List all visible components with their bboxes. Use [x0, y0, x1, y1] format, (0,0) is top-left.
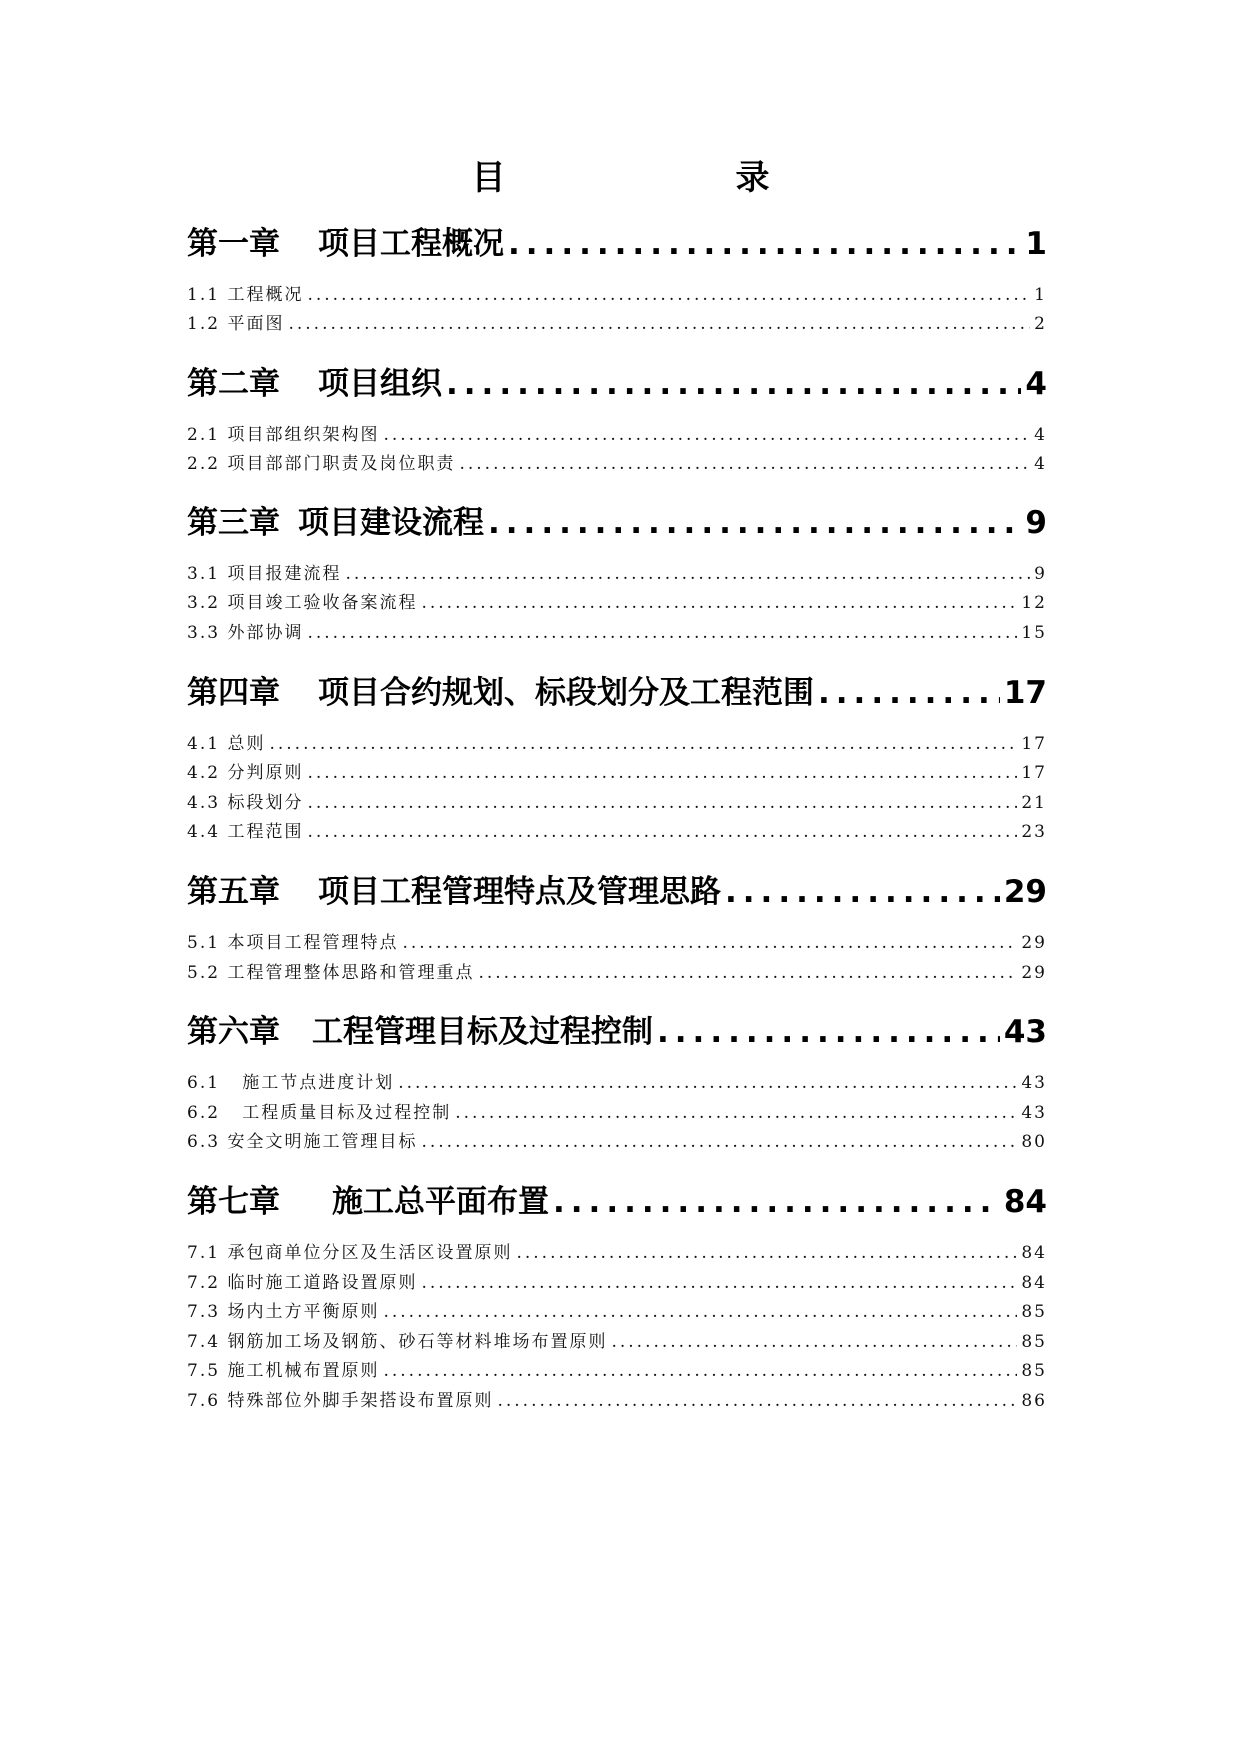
leader-dots: [553, 1184, 1000, 1220]
section-title: 7.2 临时施工道路设置原则: [187, 1273, 418, 1293]
section-title: 2.1 项目部组织架构图: [187, 425, 380, 445]
chapter-number: 第一章: [187, 226, 280, 262]
section-7-1-entry[interactable]: [187, 1238, 1047, 1262]
page-number: 86: [1021, 1391, 1047, 1411]
section-title: 7.4 钢筋加工场及钢筋、砂石等材料堆场布置原则: [187, 1332, 608, 1352]
section-6-3-entry[interactable]: [187, 1127, 1047, 1151]
page-number: 23: [1021, 822, 1047, 842]
leader-dots: [455, 1103, 1017, 1123]
section-7-2-entry[interactable]: [187, 1268, 1047, 1292]
chapter-title: 项目建设流程: [298, 505, 484, 541]
leader-dots: [383, 425, 1030, 445]
page-number: 9: [1034, 564, 1047, 584]
page-number: 43: [1021, 1073, 1047, 1093]
chapter-1-entry[interactable]: [187, 218, 1047, 262]
section-7-5-entry[interactable]: [187, 1356, 1047, 1380]
section-4-3-entry[interactable]: [187, 788, 1047, 812]
chapter-title: 施工总平面布置: [332, 1184, 549, 1220]
chapter-number: 第五章: [187, 874, 280, 910]
section-title: 6.1 施工节点进度计划: [187, 1073, 395, 1093]
leader-dots: [421, 593, 1017, 613]
chapter-number: 第三章: [187, 505, 280, 541]
page-number: 17: [1021, 734, 1047, 754]
section-6-2-entry[interactable]: [187, 1098, 1047, 1122]
leader-dots: [516, 1243, 1017, 1263]
leader-dots: [402, 933, 1017, 953]
section-1-2-entry[interactable]: [187, 309, 1047, 333]
leader-dots: [398, 1073, 1017, 1093]
chapter-number: 第二章: [187, 366, 280, 402]
leader-dots: [269, 734, 1017, 754]
section-2-2-entry[interactable]: [187, 449, 1047, 473]
page-number: 84: [1003, 1184, 1047, 1220]
page-number: 1: [1034, 285, 1047, 305]
leader-dots: [421, 1132, 1017, 1152]
leader-dots: [307, 623, 1017, 643]
page-number: 29: [1021, 933, 1047, 953]
chapter-title: 工程管理目标及过程控制: [312, 1014, 653, 1050]
section-title: 4.3 标段划分: [187, 793, 304, 813]
section-title: 5.2 工程管理整体思路和管理重点: [187, 963, 475, 983]
page-number: 85: [1021, 1361, 1047, 1381]
page-number: 9: [1025, 505, 1047, 541]
page-number: 80: [1021, 1132, 1047, 1152]
section-3-3-entry[interactable]: [187, 618, 1047, 642]
chapter-title: 项目工程概况: [318, 226, 504, 262]
section-3-2-entry[interactable]: [187, 588, 1047, 612]
chapter-4-entry[interactable]: [187, 667, 1047, 711]
section-6-1-entry[interactable]: [187, 1068, 1047, 1092]
chapter-2-entry[interactable]: [187, 358, 1047, 402]
leader-dots: [307, 793, 1017, 813]
section-title: 6.3 安全文明施工管理目标: [187, 1132, 418, 1152]
chapter-number: 第四章: [187, 675, 280, 711]
section-1-1-entry[interactable]: [187, 280, 1047, 304]
page-number: 43: [1021, 1103, 1047, 1123]
section-title: 7.6 特殊部位外脚手架搭设布置原则: [187, 1391, 494, 1411]
chapter-5-entry[interactable]: [187, 866, 1047, 910]
section-title: 2.2 项目部部门职责及岗位职责: [187, 454, 456, 474]
page-number: 17: [1021, 763, 1047, 783]
section-4-1-entry[interactable]: [187, 729, 1047, 753]
leader-dots: [611, 1332, 1017, 1352]
chapter-number: 第六章: [187, 1014, 280, 1050]
section-5-2-entry[interactable]: [187, 958, 1047, 982]
leader-dots: [497, 1391, 1017, 1411]
page-number: 21: [1021, 793, 1047, 813]
section-title: 6.2 工程质量目标及过程控制: [187, 1103, 452, 1123]
section-title: 5.1 本项目工程管理特点: [187, 933, 399, 953]
leader-dots: [725, 874, 1000, 910]
section-title: 1.1 工程概况: [187, 285, 304, 305]
section-title: 7.5 施工机械布置原则: [187, 1361, 380, 1381]
leader-dots: [383, 1302, 1017, 1322]
leader-dots: [459, 454, 1030, 474]
page-number: 85: [1021, 1302, 1047, 1322]
page-number: 4: [1034, 454, 1047, 474]
section-title: 4.1 总则: [187, 734, 266, 754]
page-number: 1: [1025, 226, 1047, 262]
chapter-3-entry[interactable]: [187, 497, 1047, 541]
chapter-title: 项目合约规划、标段划分及工程范围: [318, 675, 814, 711]
page-number: 17: [1003, 675, 1047, 711]
section-title: 4.2 分判原则: [187, 763, 304, 783]
leader-dots: [307, 285, 1030, 305]
page-number: 4: [1025, 366, 1047, 402]
page-number: 85: [1021, 1332, 1047, 1352]
leader-dots: [657, 1014, 1000, 1050]
leader-dots: [478, 963, 1017, 983]
chapter-6-entry[interactable]: [187, 1006, 1047, 1050]
page-number: 29: [1021, 963, 1047, 983]
chapter-title: 项目组织: [318, 366, 442, 402]
chapter-title: 项目工程管理特点及管理思路: [318, 874, 721, 910]
page-number: 12: [1021, 593, 1047, 613]
page-number: 2: [1034, 314, 1047, 334]
section-2-1-entry[interactable]: [187, 420, 1047, 444]
chapter-7-entry[interactable]: [187, 1176, 1047, 1220]
leader-dots: [488, 505, 1021, 541]
leader-dots: [446, 366, 1021, 402]
section-title: 3.2 项目竣工验收备案流程: [187, 593, 418, 613]
leader-dots: [307, 822, 1017, 842]
chapter-number: 第七章: [187, 1184, 280, 1220]
section-title: 3.1 项目报建流程: [187, 564, 342, 584]
section-7-4-entry[interactable]: [187, 1327, 1047, 1351]
page-number: 84: [1021, 1273, 1047, 1293]
page-number: 29: [1003, 874, 1047, 910]
leader-dots: [508, 226, 1021, 262]
leader-dots: [818, 675, 1000, 711]
page-title: 目 录: [471, 158, 824, 198]
section-title: 1.2 平面图: [187, 314, 285, 334]
section-4-4-entry[interactable]: [187, 817, 1047, 841]
section-title: 3.3 外部协调: [187, 623, 304, 643]
section-7-6-entry[interactable]: [187, 1386, 1047, 1410]
section-3-1-entry[interactable]: [187, 559, 1047, 583]
page-number: 84: [1021, 1243, 1047, 1263]
page-number: 43: [1003, 1014, 1047, 1050]
section-title: 4.4 工程范围: [187, 822, 304, 842]
page-number: 15: [1021, 623, 1047, 643]
leader-dots: [288, 314, 1030, 334]
leader-dots: [345, 564, 1030, 584]
section-title: 7.1 承包商单位分区及生活区设置原则: [187, 1243, 513, 1263]
section-title: 7.3 场内土方平衡原则: [187, 1302, 380, 1322]
section-7-3-entry[interactable]: [187, 1297, 1047, 1321]
leader-dots: [383, 1361, 1017, 1381]
section-5-1-entry[interactable]: [187, 928, 1047, 952]
leader-dots: [307, 763, 1017, 783]
page-number: 4: [1034, 425, 1047, 445]
section-4-2-entry[interactable]: [187, 758, 1047, 782]
leader-dots: [421, 1273, 1017, 1293]
